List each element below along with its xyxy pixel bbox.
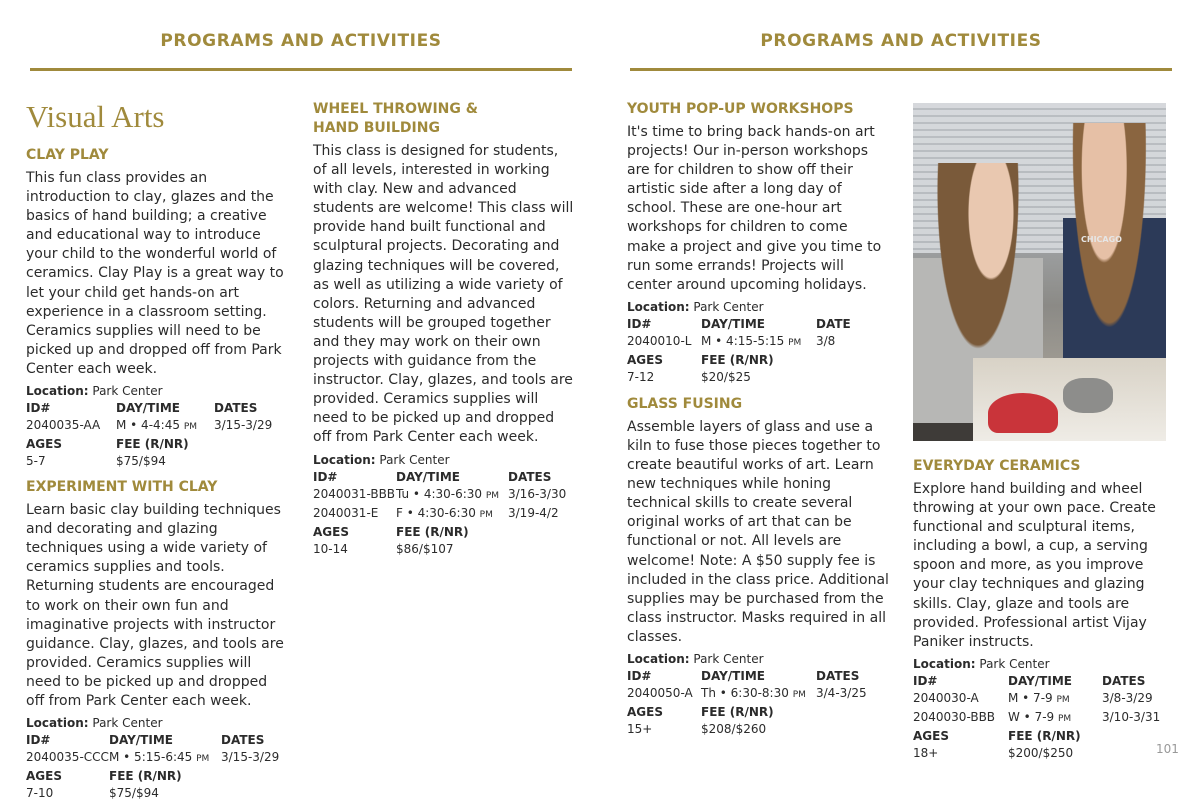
table-row <box>913 745 1160 762</box>
header-daytime: DAY/TIME <box>396 469 460 484</box>
session-dates: 3/8-3/29 <box>1102 690 1153 705</box>
schedule-table <box>26 732 279 802</box>
session-dates: 3/10-3/31 <box>1102 709 1161 724</box>
session-daytime: M • 5:15-6:45 PM <box>109 750 210 765</box>
right-page-header: PROGRAMS AND ACTIVITIES <box>760 31 1042 51</box>
table-row <box>627 721 867 738</box>
location-label: Location: <box>627 299 690 314</box>
session-daytime: M • 7-9 PM <box>1008 690 1070 705</box>
course-description: This fun class provides an introduction to clay, glazes and the basics of hand building; a creative and educational way to introduce your child to the wonderful world of ceramics. Clay Play is a great way to let your child get hands-on art experience in a classroom setting. Ceramics supplies will need to be picked up and dropped off from Park Center each week. <box>26 170 284 377</box>
ages-value: 7-10 <box>26 786 54 801</box>
table-row <box>627 685 867 704</box>
header-id: ID# <box>627 316 652 331</box>
header-dates: DATES <box>508 469 552 484</box>
course-title-line-2: HAND BUILDING <box>313 120 440 136</box>
schedule-table <box>313 469 566 558</box>
fee-value: $75/$94 <box>109 786 159 801</box>
location-label: Location: <box>26 716 89 731</box>
ages-value: 18+ <box>913 745 939 760</box>
session-dates: 3/16-3/30 <box>508 486 567 501</box>
column-1 <box>26 100 288 802</box>
table-row <box>313 486 566 505</box>
course-title: GLASS FUSING <box>627 395 743 412</box>
location-value: Park Center <box>92 384 163 399</box>
session-daytime: W • 7-9 PM <box>1008 709 1072 724</box>
red-bowl <box>988 393 1058 433</box>
column-3 <box>627 100 889 738</box>
column-2 <box>313 100 575 558</box>
course-description: Learn basic clay building techniques and decorating and glazing techniques using a wide variety of ceramics supplies and tools. Returning students are encouraged to work on their own fun and imaginative projects with instructor guidance. Clay, glazes, and tools are provided. Ceramics supplies will need to be picked up and dropped off from Park Center each week. <box>26 502 284 709</box>
right-header-rule <box>630 68 1172 71</box>
session-id: 2040035-AA <box>26 418 101 433</box>
table-row <box>26 749 279 768</box>
header-ages: AGES <box>627 704 663 719</box>
clay-lump <box>1063 378 1113 413</box>
session-daytime: F • 4:30-6:30 PM <box>396 505 493 520</box>
course-youth-pop-up-workshops <box>627 100 889 386</box>
session-id: 2040031-BBB <box>313 486 396 501</box>
ages-value: 7-12 <box>627 369 655 384</box>
course-wheel-throwing <box>313 100 575 558</box>
course-title: YOUTH POP-UP WORKSHOPS <box>627 101 854 117</box>
course-description: This class is designed for students, of all levels, interested in working with clay. New and advanced students are welcome! This class will provide hand built functional and sculptural projects. Decorating and glazing techniques will be covered, as well as utilizing a wide variety of colors. Returning and advanced students will be grouped together and they may work on their own projects with guidance from the instructor. Clay, glazes, and tools are provided. Ceramics supplies will need to be picked up and dropped off from Park Center each week. <box>313 143 574 446</box>
header-dates: DATES <box>816 668 860 683</box>
header-fee: FEE (R/NR) <box>1008 728 1081 743</box>
table-row <box>313 541 566 558</box>
session-daytime: Th • 6:30-8:30 PM <box>701 685 806 700</box>
course-description: Explore hand building and wheel throwing at your own pace. Create functional and sculptural items, including a bowl, a cup, a serving spoon and more, as you improve your clay techniques and glazing skills. Clay, glaze and tools are provided. Professional artist Vijay Paniker instructs. <box>913 481 1156 650</box>
header-id: ID# <box>26 733 51 748</box>
location-value: Park Center <box>92 716 163 731</box>
session-id: 2040031-E <box>313 505 379 520</box>
course-location <box>627 651 889 668</box>
session-id: 2040050-A <box>627 685 693 700</box>
fee-value: $75/$94 <box>116 454 166 469</box>
course-location <box>313 452 575 469</box>
ages-value: 10-14 <box>313 541 348 556</box>
fee-value: $208/$260 <box>701 721 767 736</box>
schedule-table <box>627 316 851 386</box>
table-row <box>26 785 279 802</box>
header-ages: AGES <box>313 524 349 539</box>
header-daytime: DAY/TIME <box>701 668 765 683</box>
session-id: 2040030-A <box>913 690 979 705</box>
table-row <box>313 505 566 524</box>
page-number: 101 <box>1156 742 1179 756</box>
header-fee: FEE (R/NR) <box>396 524 469 539</box>
course-location <box>26 383 288 400</box>
header-ages: AGES <box>26 769 62 784</box>
header-fee: FEE (R/NR) <box>701 704 774 719</box>
left-header-rule <box>30 68 572 71</box>
header-id: ID# <box>26 401 51 416</box>
header-daytime: DAY/TIME <box>1008 673 1072 688</box>
left-page-header: PROGRAMS AND ACTIVITIES <box>160 31 442 51</box>
ceramics-class-photo <box>913 103 1166 441</box>
course-title-line-1: WHEEL THROWING & <box>313 101 478 117</box>
header-daytime: DAY/TIME <box>109 733 173 748</box>
location-label: Location: <box>627 651 690 666</box>
course-description: It's time to bring back hands-on art projects! Our in-person workshops are for children to show off their artistic side after a long day of school. These are one-hour art workshops for children to come make a project and give you time to run some errands! Projects will center around upcoming holidays. <box>627 124 882 293</box>
location-value: Park Center <box>379 452 450 467</box>
header-fee: FEE (R/NR) <box>701 352 774 367</box>
session-daytime: M • 4-4:45 PM <box>116 418 198 433</box>
header-id: ID# <box>627 668 652 683</box>
session-dates: 3/4-3/25 <box>816 685 867 700</box>
session-id: 2040035-CCC <box>26 750 109 765</box>
table-row <box>627 369 851 386</box>
location-value: Park Center <box>979 656 1050 671</box>
course-everyday-ceramics <box>913 457 1175 762</box>
ages-value: 5-7 <box>26 454 46 469</box>
header-ages: AGES <box>913 728 949 743</box>
table-row <box>26 453 272 470</box>
header-id: ID# <box>913 673 938 688</box>
header-date: DATE <box>816 316 851 331</box>
header-dates: DATES <box>221 733 265 748</box>
schedule-table <box>627 668 867 738</box>
column-4 <box>913 103 1175 762</box>
course-description: Assemble layers of glass and use a kiln to fuse those pieces together to create beautiful works of art. Learn new techniques while honing technical skills to create several original works of art that can be functional or not. All levels are welcome! Note: A $50 supply fee is included in the class price. Additional supplies may be purchased from the class instructor. Masks required in all classes. <box>627 418 889 645</box>
session-id: 2040010-L <box>627 333 692 348</box>
table-row <box>913 690 1160 709</box>
header-daytime: DAY/TIME <box>701 316 765 331</box>
header-fee: FEE (R/NR) <box>116 437 189 452</box>
course-location <box>627 299 889 316</box>
fee-value: $200/$250 <box>1008 745 1074 760</box>
course-title: CLAY PLAY <box>26 147 109 163</box>
location-value: Park Center <box>693 651 764 666</box>
header-id: ID# <box>313 469 338 484</box>
course-clay-play <box>26 146 288 470</box>
schedule-table <box>913 673 1160 762</box>
location-label: Location: <box>913 656 976 671</box>
course-location <box>913 656 1175 673</box>
section-title: Visual Arts <box>26 99 165 134</box>
shirt-text: CHICAGO <box>1081 235 1122 244</box>
course-title: EVERYDAY CERAMICS <box>913 458 1081 474</box>
table-row <box>26 417 272 436</box>
fee-value: $20/$25 <box>701 369 751 384</box>
header-ages: AGES <box>26 437 62 452</box>
course-glass-fusing <box>627 395 889 738</box>
header-fee: FEE (R/NR) <box>109 769 182 784</box>
header-daytime: DAY/TIME <box>116 401 180 416</box>
header-dates: DATES <box>1102 673 1146 688</box>
schedule-table <box>26 400 272 470</box>
header-dates: DATES <box>214 401 258 416</box>
session-id: 2040030-BBB <box>913 709 996 724</box>
course-location <box>26 715 288 732</box>
session-dates: 3/15-3/29 <box>214 418 273 433</box>
session-daytime: M • 4:15-5:15 PM <box>701 333 802 348</box>
location-value: Park Center <box>693 299 764 314</box>
fee-value: $86/$107 <box>396 541 454 556</box>
ages-value: 15+ <box>627 721 653 736</box>
header-ages: AGES <box>627 352 663 367</box>
session-dates: 3/8 <box>816 333 836 348</box>
location-label: Location: <box>313 452 376 467</box>
location-label: Location: <box>26 384 89 399</box>
session-dates: 3/15-3/29 <box>221 750 280 765</box>
table-row <box>627 333 851 352</box>
session-daytime: Tu • 4:30-6:30 PM <box>396 486 500 501</box>
course-title: EXPERIMENT WITH CLAY <box>26 479 218 496</box>
session-dates: 3/19-4/2 <box>508 505 559 520</box>
table-row <box>913 709 1160 728</box>
course-experiment-with-clay <box>26 478 288 802</box>
